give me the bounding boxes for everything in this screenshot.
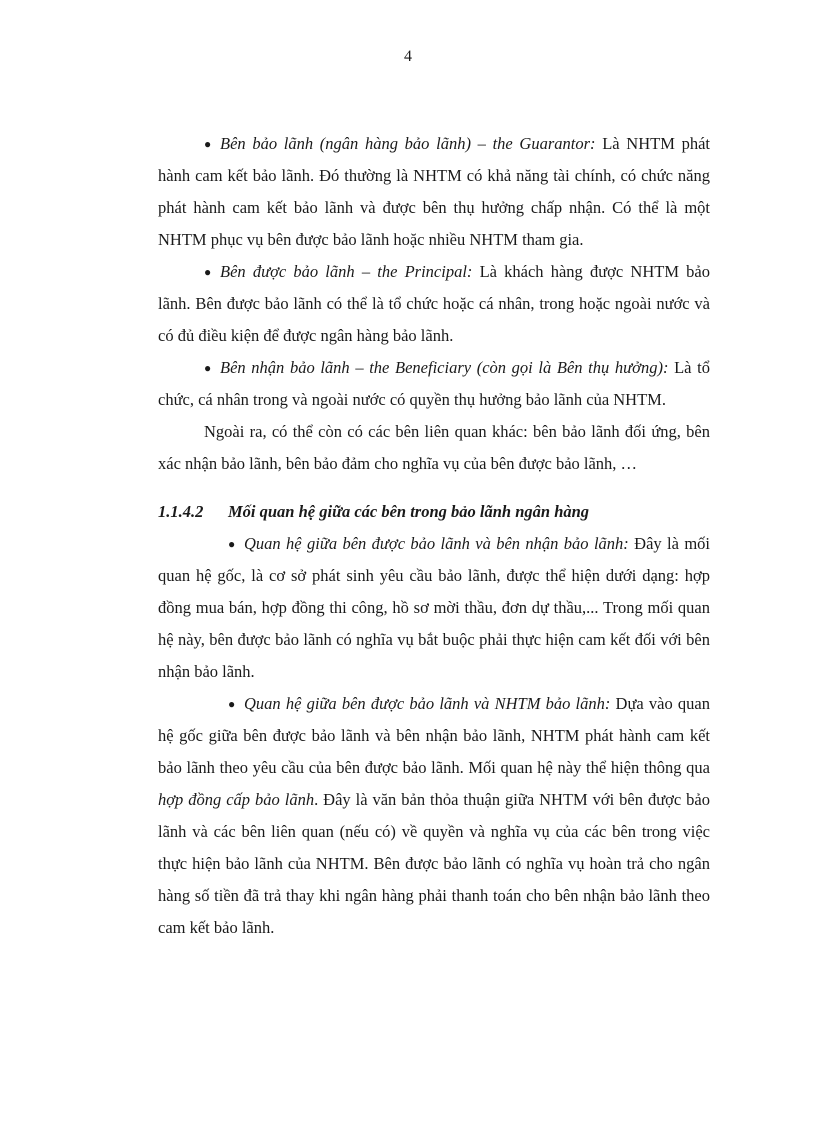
list-item	[158, 256, 710, 352]
term-label: Bên nhận bảo lãnh – the Beneficiary (còn gọi là Bên thụ hưởng):	[220, 358, 669, 377]
term-text: Dựa vào quan hệ gốc giữa bên được bảo lãnh và bên nhận bảo lãnh, NHTM phát hành cam kết bảo lãnh theo yêu cầu của bên được bảo lãnh. Mối quan hệ này thể hiện thông qua	[158, 694, 710, 777]
section-heading	[158, 496, 710, 528]
term-text: . Đây là văn bản thỏa thuận giữa NHTM với bên được bảo lãnh và các bên liên quan (nếu có) về quyền và nghĩa vụ của các bên trong việc thực hiện bảo lãnh của NHTM. Bên được bảo lãnh có nghĩa vụ hoàn trả cho ngân hàng số tiền đã trả thay khi ngân hàng phải thanh toán cho bên nhận bảo lãnh theo cam kết bảo lãnh.	[158, 790, 710, 937]
closing-paragraph: Ngoài ra, có thể còn có các bên liên quan khác: bên bảo lãnh đối ứng, bên xác nhận bảo lãnh, bên bảo đảm cho nghĩa vụ của bên được bảo lãnh, …	[158, 422, 710, 473]
list-item	[158, 128, 710, 256]
bullet-icon: ●	[228, 537, 236, 551]
term-label: Quan hệ giữa bên được bảo lãnh và NHTM bảo lãnh:	[244, 694, 611, 713]
bullet-icon: ●	[228, 697, 236, 711]
list-item	[158, 352, 710, 416]
term-emphasis: hợp đồng cấp bảo lãnh	[158, 790, 315, 809]
section-title: Mối quan hệ giữa các bên trong bảo lãnh ngân hàng	[228, 502, 590, 521]
list-item	[158, 688, 710, 944]
term-label: Quan hệ giữa bên được bảo lãnh và bên nhận bảo lãnh:	[244, 534, 629, 553]
bullet-icon: ●	[204, 265, 212, 279]
term-text: Đây là mối quan hệ gốc, là cơ sở phát sinh yêu cầu bảo lãnh, được thể hiện dưới dạng: hợp đồng mua bán, hợp đồng thi công, hồ sơ mời thầu, đơn dự thầu,... Trong mối quan hệ này, bên được bảo lãnh có nghĩa vụ bắt buộc phải thực hiện cam kết đối với bên nhận bảo lãnh.	[158, 534, 710, 681]
list-item	[158, 528, 710, 688]
term-text: Là khách hàng được NHTM bảo lãnh. Bên được bảo lãnh có thể là tổ chức hoặc cá nhân, trong hoặc ngoài nước và có đủ điều kiện để được ngân hàng bảo lãnh.	[158, 262, 710, 345]
term-label: Bên được bảo lãnh – the Principal:	[220, 262, 473, 281]
term-label: Bên bảo lãnh (ngân hàng bảo lãnh) – the Guarantor:	[220, 134, 596, 153]
document-body	[158, 128, 710, 944]
term-text: Là NHTM phát hành cam kết bảo lãnh. Đó thường là NHTM có khả năng tài chính, có chức năng phát hành cam kết bảo lãnh và được bên thụ hưởng chấp nhận. Có thể là một NHTM phục vụ bên được bảo lãnh hoặc nhiều NHTM tham gia.	[158, 134, 710, 249]
bullet-icon: ●	[204, 137, 212, 151]
page-number: 4	[404, 48, 412, 65]
section-number: 1.1.4.2	[158, 502, 204, 521]
bullet-icon: ●	[204, 361, 212, 375]
term-text: Là tổ chức, cá nhân trong và ngoài nước có quyền thụ hưởng bảo lãnh của NHTM.	[158, 358, 710, 409]
